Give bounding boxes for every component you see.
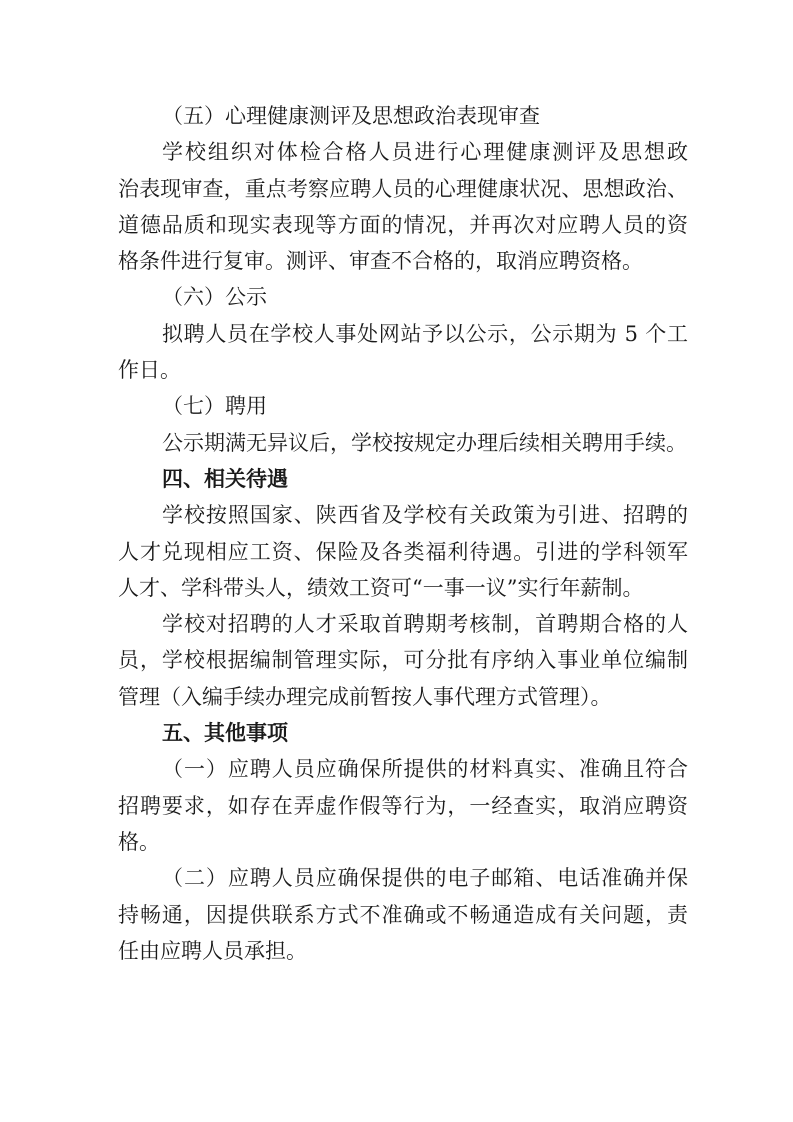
- paragraph-line: 管理（入编手续办理完成前暂按人事代理方式管理）。: [118, 684, 612, 709]
- section-heading-7: （七）聘用: [162, 394, 267, 419]
- paragraph-line: 拟聘人员在学校人事处网站予以公示，公示期为 5 个工: [162, 321, 688, 346]
- paragraph-line: 任由应聘人员承担。: [118, 938, 307, 963]
- section-heading-5: （五）心理健康测评及思想政治表现审查: [162, 104, 540, 128]
- paragraph-line: 持畅通，因提供联系方式不准确或不畅通造成有关问题，责: [118, 902, 688, 927]
- paragraph-line: 公示期满无异议后，学校按规定办理后续相关聘用手续。: [162, 430, 687, 455]
- part-heading-5: 五、其他事项: [162, 721, 288, 746]
- section-heading-6: （六）公示: [162, 285, 267, 310]
- document-body: [118, 98, 688, 969]
- paragraph-line: 格。: [118, 829, 160, 854]
- paragraph-line: 治表现审查，重点考察应聘人员的心理健康状况、思想政治、: [118, 176, 688, 201]
- paragraph-line: 员，学校根据编制管理实际，可分批有序纳入事业单位编制: [118, 648, 688, 673]
- paragraph-line: 格条件进行复审。测评、审查不合格的，取消应聘资格。: [118, 249, 643, 274]
- paragraph-line: （一）应聘人员应确保所提供的材料真实、准确且符合: [162, 757, 688, 782]
- paragraph-line: 招聘要求，如存在弄虚作假等行为，一经查实，取消应聘资: [118, 793, 688, 818]
- part-heading-4: 四、相关待遇: [162, 466, 288, 491]
- paragraph-line: 学校按照国家、陕西省及学校有关政策为引进、招聘的: [162, 503, 688, 528]
- paragraph-line: 道德品质和现实表现等方面的情况，并再次对应聘人员的资: [118, 212, 688, 237]
- paragraph-line: 人才兑现相应工资、保险及各类福利待遇。引进的学科领军: [118, 539, 688, 564]
- paragraph-line: 人才、学科带头人，绩效工资可“一事一议”实行年薪制。: [118, 575, 644, 600]
- paragraph-line: 学校对招聘的人才采取首聘期考核制，首聘期合格的人: [162, 612, 688, 637]
- paragraph-line: 学校组织对体检合格人员进行心理健康测评及思想政: [162, 140, 688, 165]
- paragraph-line: 作日。: [118, 358, 181, 383]
- paragraph-line: （二）应聘人员应确保提供的电子邮箱、电话准确并保: [162, 866, 688, 891]
